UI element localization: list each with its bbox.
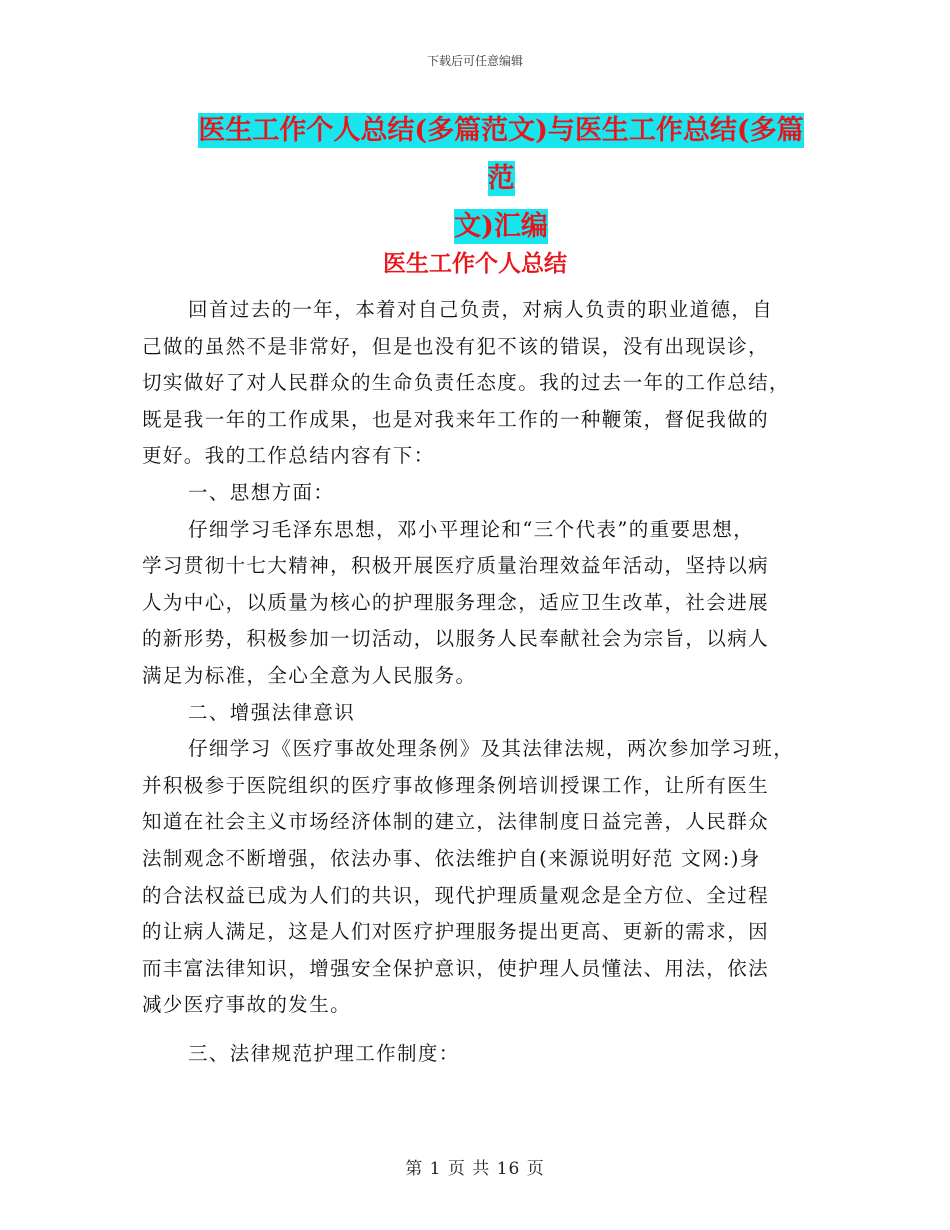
title-line-1: 医生工作个人总结(多篇范文)与医生工作总结(多篇范 (198, 115, 804, 194)
section-heading-law: 二、增强法律意识 (188, 700, 356, 724)
paragraph-line: 的合法权益已成为人们的共识，现代护理质量观念是全方位、全过程 (142, 883, 770, 907)
paragraph-line: 满足为标准，全心全意为人民服务。 (142, 663, 477, 687)
header-note: 下载后可任意编辑 (426, 54, 523, 68)
paragraph-line: 并积极参于医院组织的医疗事故修理条例培训授课工作，让所有医生 (142, 773, 770, 797)
paragraph-line: 切实做好了对人民群众的生命负责任态度。我的过去一年的工作总结， (142, 371, 790, 395)
document-title (186, 107, 816, 251)
title-line-2: 文)汇编 (454, 211, 548, 242)
paragraph-line: 仔细学习毛泽东思想，邓小平理论和“三个代表”的重要思想， (188, 517, 755, 541)
section-title: 医生工作个人总结 (383, 250, 567, 277)
paragraph-line: 仔细学习《医疗事故处理条例》及其法律法规，两次参加学习班， (188, 737, 795, 761)
paragraph-line: 回首过去的一年，本着对自己负责，对病人负责的职业道德，自 (188, 298, 774, 321)
paragraph-line: 更好。我的工作总结内容有下： (142, 444, 435, 468)
paragraph-line: 学习贯彻十七大精神，积极开展医疗质量治理效益年活动，坚持以病 (142, 554, 770, 578)
paragraph-line: 的让病人满足，这是人们对医疗护理服务提出更高、更新的需求，因 (142, 920, 770, 944)
paragraph-line: 而丰富法律知识，增强安全保护意识，使护理人员懂法、用法，依法 (142, 956, 770, 980)
paragraph-line: 减少医疗事故的发生。 (142, 993, 352, 1017)
body-text (142, 292, 802, 1072)
paragraph-line: 己做的虽然不是非常好，但是也没有犯不该的错误，没有出现误诊， (142, 334, 770, 358)
section-heading-thought: 一、思想方面： (188, 480, 335, 504)
paragraph-line: 人为中心，以质量为核心的护理服务理念，适应卫生改革，社会进展 (142, 590, 770, 614)
paragraph-line: 知道在社会主义市场经济体制的建立，法律制度日益完善，人民群众 (142, 810, 770, 834)
paragraph-line: 法制观念不断增强，依法办事、依法维护自(来源说明好范 文网:)身 (142, 846, 761, 870)
paragraph-line: 的新形势，积极参加一切活动，以服务人民奉献社会为宗旨，以病人 (142, 627, 770, 651)
page-footer: 第 1 页 共 16 页 (405, 1159, 545, 1179)
paragraph-line: 既是我一年的工作成果，也是对我来年工作的一种鞭策，督促我做的 (142, 407, 770, 431)
section-heading-nursing: 三、法律规范护理工作制度： (188, 1041, 460, 1065)
